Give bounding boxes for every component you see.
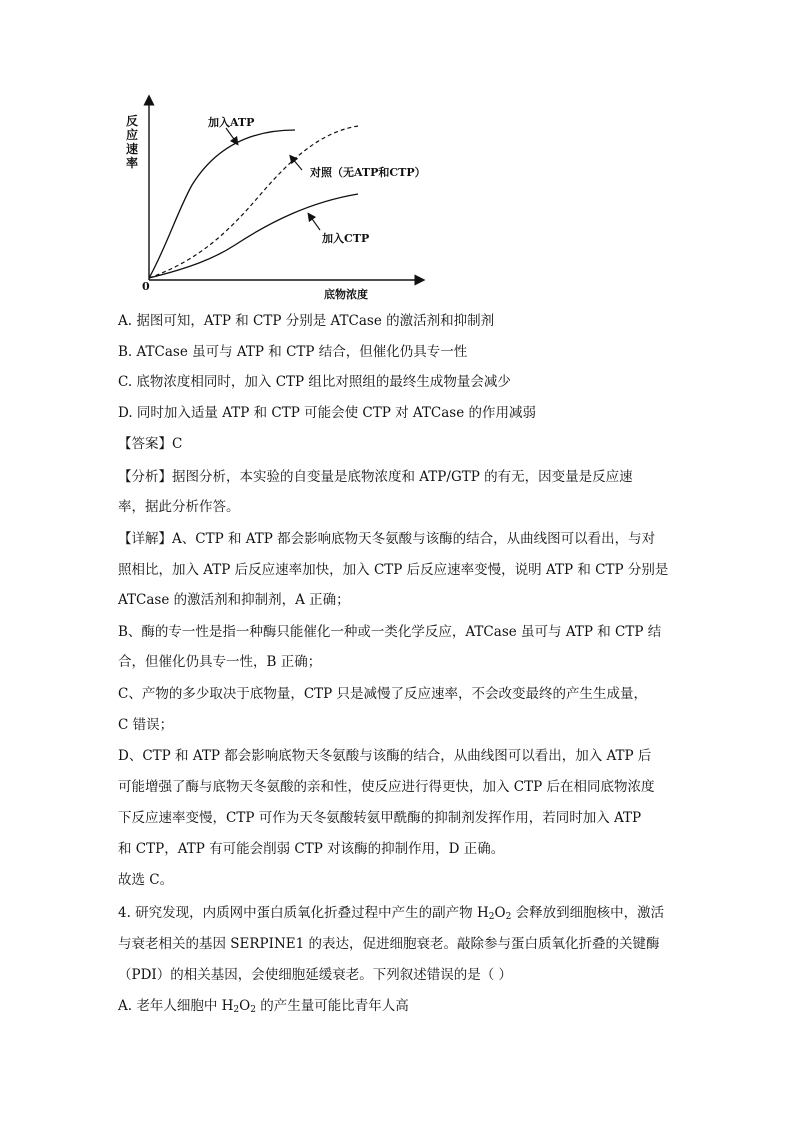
label-ctp: 加入CTP [322, 232, 370, 245]
label-atp: 加入ATP [208, 116, 255, 129]
detail-line-12: 故选 C。 [118, 872, 174, 888]
answer: 【答案】C [118, 436, 183, 452]
detail-line-8: D、CTP 和 ATP 都会影响底物天冬氨酸与该酶的结合，从曲线图可以看出，加入 ATP 后 [118, 748, 652, 764]
option-c: C. 底物浓度相同时，加入 CTP 组比对照组的最终生成物量会减少 [118, 374, 511, 390]
detail-line-11: 和 CTP，ATP 有可能会削弱 CTP 对该酶的抑制作用，D 正确。 [118, 841, 505, 857]
detail-line-6: C、产物的多少取决于底物量，CTP 只是减慢了反应速率，不会改变最终的产生生成量， [118, 686, 648, 702]
ctp-pointer [310, 216, 320, 230]
origin-label: 0 [142, 280, 150, 293]
curve-atp [149, 130, 295, 278]
enzyme-rate-figure [120, 90, 440, 310]
y-axis-label: 反 应 速 率 [126, 114, 139, 170]
x-axis-label: 底物浓度 [324, 288, 368, 301]
label-control: 对照（无ATP和CTP） [310, 166, 426, 179]
detail-line-5: 合，但催化仍具专一性，B 正确； [118, 654, 322, 670]
question-4-line-1: 4. 研究发现，内质网中蛋白质氧化折叠过程中产生的副产物 $H_2O_2$ 会释放到细胞核中，激活 [118, 905, 665, 922]
option-a: A. 据图可知，ATP 和 CTP 分别是 ATCase 的激活剂和抑制剂 [118, 313, 495, 329]
control-pointer [292, 158, 302, 170]
detail-line-2: 照相比，加入 ATP 后反应速率加快，加入 CTP 后反应速率变慢，说明 ATP 和 CTP 分别是 [118, 562, 669, 578]
detail-line-3: ATCase 的激活剂和抑制剂，A 正确； [118, 592, 350, 608]
detail-line-7: C 错误； [118, 717, 174, 733]
question-4-line-2: 与衰老相关的基因 SERPINE1 的表达，促进细胞衰老。敲除参与蛋白质氧化折叠的关键酶 [118, 936, 660, 952]
detail-line-4: B、酶的专一性是指一种酶只能催化一种或一类化学反应，ATCase 虽可与 ATP 和 CTP 结 [118, 624, 662, 640]
option-d: D. 同时加入适量 ATP 和 CTP 可能会使 CTP 对 ATCase 的作用减弱 [118, 405, 536, 421]
question-4-option-a: A. 老年人细胞中 $H_2O_2$ 的产生量可能比青年人高 [118, 998, 409, 1015]
rate-curves-graph [120, 90, 440, 310]
analysis-line-2: 率，据此分析作答。 [118, 499, 240, 515]
detail-line-1: 【详解】A、CTP 和 ATP 都会影响底物天冬氨酸与该酶的结合，从曲线图可以看出，与对 [118, 531, 656, 547]
analysis-line-1: 【分析】据图分析，本实验的自变量是底物浓度和 ATP/GTP 的有无，因变量是反应速 [118, 469, 633, 485]
detail-line-10: 下反应速率变慢，CTP 可作为天冬氨酸转氨甲酰酶的抑制剂发挥作用，若同时加入 ATP [118, 810, 642, 826]
option-b: B. ATCase 虽可与 ATP 和 CTP 结合，但催化仍具专一性 [118, 344, 468, 360]
question-4-line-3: （PDI）的相关基因，会使细胞延缓衰老。下列叙述错误的是（ ） [118, 967, 513, 983]
detail-line-9: 可能增强了酶与底物天冬氨酸的亲和性，使反应进行得更快，加入 CTP 后在相同底物浓度 [118, 779, 655, 795]
curve-control [149, 126, 358, 278]
atp-pointer [226, 128, 236, 142]
